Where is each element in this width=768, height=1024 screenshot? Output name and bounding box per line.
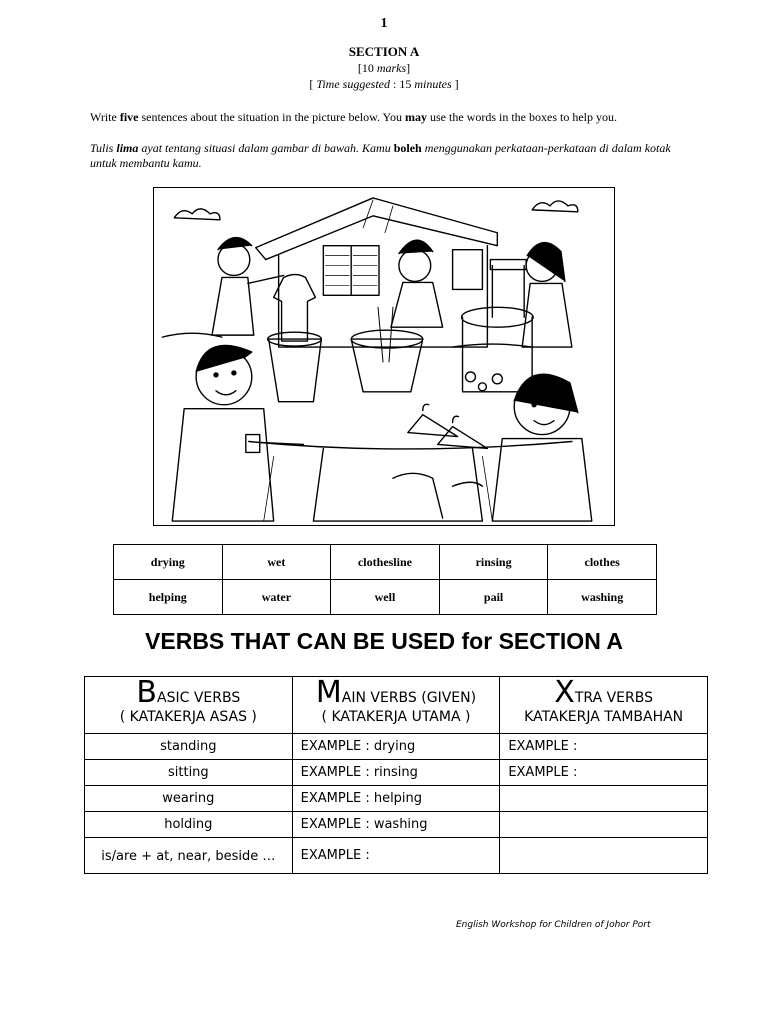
basic-verb-cell: is/are + at, near, beside … — [85, 838, 293, 874]
time-sep: : 15 — [389, 77, 415, 91]
word-cell: water — [222, 580, 331, 615]
table-row — [85, 734, 708, 760]
extra-verb-cell — [500, 838, 708, 874]
instr-ms-text-3: menggunakan perkataan-perkataan di dalam kotak untuk membantu kamu. — [90, 141, 671, 170]
instr-en-text-3: use the words in the boxes to help you. — [427, 110, 617, 124]
footer-credit: English Workshop for Children of Johor Port — [456, 920, 651, 930]
word-cell: pail — [439, 580, 548, 615]
instr-en-text-1: Write — [90, 110, 120, 124]
header-title — [85, 675, 292, 710]
header-basic-verbs — [85, 677, 293, 734]
verbs-heading: VERBS THAT CAN BE USED for SECTION A — [145, 628, 623, 654]
header-title — [500, 675, 707, 710]
header-title — [293, 675, 500, 710]
marks-close: ] — [406, 61, 411, 75]
time-open: [ — [309, 77, 317, 91]
time-suggested — [0, 77, 768, 92]
word-cell: wet — [222, 545, 331, 580]
extra-verb-cell: EXAMPLE : — [500, 734, 708, 760]
basic-verb-cell: sitting — [85, 760, 293, 786]
verbs-table — [84, 676, 708, 874]
main-verb-cell: EXAMPLE : helping — [292, 786, 500, 812]
word-cell: rinsing — [439, 545, 548, 580]
word-cell: clothesline — [331, 545, 440, 580]
word-row — [114, 580, 657, 615]
word-row — [114, 545, 657, 580]
word-cell: drying — [114, 545, 223, 580]
word-cell: well — [331, 580, 440, 615]
header-rest: TRA VERBS — [574, 690, 653, 706]
verbs-header-row — [85, 677, 708, 734]
time-unit: minutes — [414, 77, 452, 91]
basic-verb-cell: holding — [85, 812, 293, 838]
header-main-verbs — [292, 677, 500, 734]
header-subtitle: ( KATAKERJA ASAS ) — [119, 709, 257, 725]
time-close: ] — [451, 77, 459, 91]
instruction-malay — [90, 141, 690, 171]
extra-verb-cell: EXAMPLE : — [500, 760, 708, 786]
instr-ms-text-1: Tulis — [90, 141, 117, 155]
header-subtitle: ( KATAKERJA UTAMA ) — [321, 709, 471, 725]
main-verb-cell: EXAMPLE : washing — [292, 812, 500, 838]
word-cell: clothes — [548, 545, 657, 580]
marks-word: marks — [376, 61, 407, 75]
main-verb-cell: EXAMPLE : rinsing — [292, 760, 500, 786]
word-box-table — [113, 544, 657, 615]
basic-verb-cell: wearing — [85, 786, 293, 812]
table-row — [85, 786, 708, 812]
table-row — [85, 812, 708, 838]
header-subtitle: KATAKERJA TAMBAHAN — [524, 709, 684, 725]
instr-ms-text-2: ayat tentang situasi dalam gambar di bawah. Kamu — [138, 141, 394, 155]
scene-illustration — [153, 187, 615, 526]
time-label: Time suggested — [316, 77, 390, 91]
instr-ms-bold-1: lima — [116, 141, 139, 155]
page-number: 1 — [380, 16, 388, 31]
marks-open: [10 — [357, 61, 377, 75]
basic-verb-cell: standing — [85, 734, 293, 760]
word-cell: helping — [114, 580, 223, 615]
header-initial: X — [554, 675, 575, 710]
header-initial: B — [136, 675, 158, 710]
extra-verb-cell — [500, 786, 708, 812]
instruction-english — [90, 110, 690, 125]
word-cell: washing — [548, 580, 657, 615]
instr-en-bold-2: may — [405, 110, 428, 124]
table-row — [85, 838, 708, 874]
header-rest: AIN VERBS (GIVEN) — [341, 690, 477, 706]
table-row — [85, 760, 708, 786]
header-initial: M — [315, 675, 342, 710]
main-verb-cell: EXAMPLE : — [292, 838, 500, 874]
main-verb-cell: EXAMPLE : drying — [292, 734, 500, 760]
instr-ms-bold-2: boleh — [393, 141, 422, 155]
extra-verb-cell — [500, 812, 708, 838]
marks-label — [0, 61, 768, 76]
header-rest: ASIC VERBS — [157, 690, 241, 706]
section-title: SECTION A — [348, 44, 420, 59]
instr-en-bold-1: five — [119, 110, 139, 124]
header-extra-verbs — [500, 677, 708, 734]
instr-en-text-2: sentences about the situation in the picture below. You — [138, 110, 406, 124]
